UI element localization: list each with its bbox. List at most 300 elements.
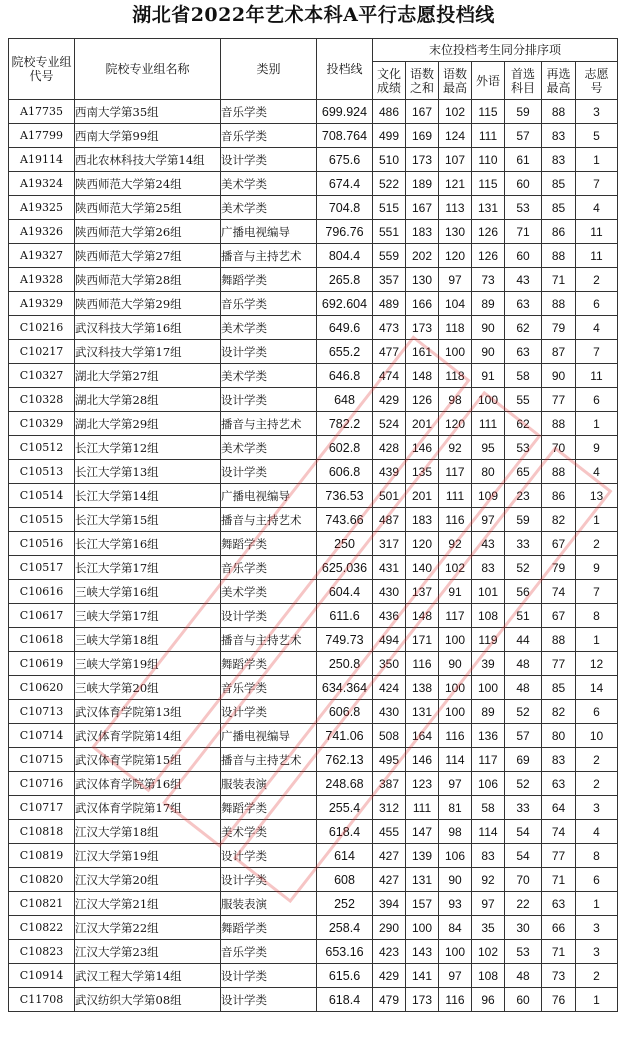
cell-chinese-math-max: 100 xyxy=(439,700,472,724)
cell-chinese-math-max: 90 xyxy=(439,868,472,892)
cell-name: 陕西师范大学第27组 xyxy=(75,244,221,268)
cell-culture: 479 xyxy=(373,988,406,1012)
cell-second-max: 85 xyxy=(542,676,576,700)
cell-category: 舞蹈学类 xyxy=(221,532,317,556)
cell-score: 265.8 xyxy=(317,268,373,292)
cell-second-max: 85 xyxy=(542,196,576,220)
cell-category: 音乐学类 xyxy=(221,124,317,148)
cell-chinese-math-sum: 143 xyxy=(406,940,439,964)
cell-culture: 387 xyxy=(373,772,406,796)
cell-first-subject: 52 xyxy=(505,700,542,724)
cell-chinese-math-max: 118 xyxy=(439,316,472,340)
subheader-6: 志愿 号 xyxy=(576,62,618,100)
cell-culture: 439 xyxy=(373,460,406,484)
cell-culture: 429 xyxy=(373,964,406,988)
cell-chinese-math-max: 114 xyxy=(439,748,472,772)
cell-category: 广播电视编导 xyxy=(221,724,317,748)
cell-category: 音乐学类 xyxy=(221,940,317,964)
table-row xyxy=(9,556,618,580)
cell-choice-number: 2 xyxy=(576,748,618,772)
cell-first-subject: 43 xyxy=(505,268,542,292)
cell-code: A17799 xyxy=(9,124,75,148)
cell-chinese-math-max: 116 xyxy=(439,724,472,748)
table-row xyxy=(9,244,618,268)
cell-chinese-math-sum: 137 xyxy=(406,580,439,604)
cell-second-max: 70 xyxy=(542,436,576,460)
header-category: 类别 xyxy=(221,39,317,100)
cell-name: 江汉大学第23组 xyxy=(75,940,221,964)
cell-second-max: 82 xyxy=(542,700,576,724)
cell-culture: 494 xyxy=(373,628,406,652)
cell-choice-number: 8 xyxy=(576,844,618,868)
cell-score: 736.53 xyxy=(317,484,373,508)
cell-category: 音乐学类 xyxy=(221,292,317,316)
cell-foreign-language: 108 xyxy=(472,964,505,988)
cell-foreign-language: 119 xyxy=(472,628,505,652)
table-row xyxy=(9,412,618,436)
cell-culture: 515 xyxy=(373,196,406,220)
cell-name: 江汉大学第18组 xyxy=(75,820,221,844)
cell-first-subject: 48 xyxy=(505,964,542,988)
cell-culture: 317 xyxy=(373,532,406,556)
cell-second-max: 83 xyxy=(542,748,576,772)
cell-foreign-language: 97 xyxy=(472,892,505,916)
cell-score: 741.06 xyxy=(317,724,373,748)
cell-chinese-math-sum: 164 xyxy=(406,724,439,748)
cell-category: 舞蹈学类 xyxy=(221,796,317,820)
cell-name: 陕西师范大学第25组 xyxy=(75,196,221,220)
cell-name: 长江大学第12组 xyxy=(75,436,221,460)
cell-choice-number: 6 xyxy=(576,868,618,892)
table-row xyxy=(9,268,618,292)
cell-name: 三峡大学第18组 xyxy=(75,628,221,652)
cell-second-max: 74 xyxy=(542,580,576,604)
cell-code: C10515 xyxy=(9,508,75,532)
cell-code: C10713 xyxy=(9,700,75,724)
cell-choice-number: 7 xyxy=(576,172,618,196)
cell-choice-number: 9 xyxy=(576,556,618,580)
cell-score: 250 xyxy=(317,532,373,556)
cell-chinese-math-max: 104 xyxy=(439,292,472,316)
cell-choice-number: 5 xyxy=(576,124,618,148)
cell-code: C10822 xyxy=(9,916,75,940)
cell-category: 播音与主持艺术 xyxy=(221,508,317,532)
cell-culture: 510 xyxy=(373,148,406,172)
cell-chinese-math-sum: 201 xyxy=(406,412,439,436)
cell-first-subject: 52 xyxy=(505,556,542,580)
cell-name: 湖北大学第28组 xyxy=(75,388,221,412)
cell-foreign-language: 126 xyxy=(472,220,505,244)
cell-score: 699.924 xyxy=(317,100,373,124)
table-row xyxy=(9,436,618,460)
table-row xyxy=(9,196,618,220)
cell-chinese-math-max: 100 xyxy=(439,628,472,652)
cell-name: 长江大学第15组 xyxy=(75,508,221,532)
cell-choice-number: 4 xyxy=(576,196,618,220)
cell-category: 设计学类 xyxy=(221,388,317,412)
cell-second-max: 76 xyxy=(542,988,576,1012)
cell-chinese-math-max: 92 xyxy=(439,532,472,556)
cell-first-subject: 48 xyxy=(505,652,542,676)
table-row xyxy=(9,916,618,940)
cell-chinese-math-sum: 183 xyxy=(406,508,439,532)
cell-foreign-language: 115 xyxy=(472,100,505,124)
cell-code: C10216 xyxy=(9,316,75,340)
cell-second-max: 71 xyxy=(542,268,576,292)
cell-category: 美术学类 xyxy=(221,196,317,220)
cell-category: 播音与主持艺术 xyxy=(221,244,317,268)
cell-first-subject: 54 xyxy=(505,844,542,868)
cell-foreign-language: 100 xyxy=(472,388,505,412)
cell-name: 江汉大学第21组 xyxy=(75,892,221,916)
cell-name: 三峡大学第16组 xyxy=(75,580,221,604)
cell-code: C10327 xyxy=(9,364,75,388)
cell-choice-number: 7 xyxy=(576,580,618,604)
cell-culture: 350 xyxy=(373,652,406,676)
cell-score: 649.6 xyxy=(317,316,373,340)
cell-choice-number: 3 xyxy=(576,940,618,964)
cell-first-subject: 63 xyxy=(505,292,542,316)
table-row xyxy=(9,748,618,772)
cell-second-max: 90 xyxy=(542,364,576,388)
cell-culture: 455 xyxy=(373,820,406,844)
cell-choice-number: 1 xyxy=(576,988,618,1012)
cell-choice-number: 1 xyxy=(576,148,618,172)
cell-category: 舞蹈学类 xyxy=(221,652,317,676)
cell-choice-number: 6 xyxy=(576,292,618,316)
table-row xyxy=(9,844,618,868)
cell-foreign-language: 114 xyxy=(472,820,505,844)
cell-chinese-math-sum: 116 xyxy=(406,652,439,676)
cell-code: A19114 xyxy=(9,148,75,172)
cell-category: 美术学类 xyxy=(221,316,317,340)
cell-name: 湖北大学第27组 xyxy=(75,364,221,388)
cell-chinese-math-max: 124 xyxy=(439,124,472,148)
table-row xyxy=(9,292,618,316)
cell-choice-number: 3 xyxy=(576,916,618,940)
cell-code: A19328 xyxy=(9,268,75,292)
cell-score: 743.66 xyxy=(317,508,373,532)
cell-foreign-language: 117 xyxy=(472,748,505,772)
cell-name: 武汉工程大学第14组 xyxy=(75,964,221,988)
cell-foreign-language: 110 xyxy=(472,148,505,172)
cell-score: 708.764 xyxy=(317,124,373,148)
cell-chinese-math-sum: 139 xyxy=(406,844,439,868)
cell-score: 618.4 xyxy=(317,988,373,1012)
cell-first-subject: 55 xyxy=(505,388,542,412)
cell-foreign-language: 111 xyxy=(472,412,505,436)
cell-foreign-language: 73 xyxy=(472,268,505,292)
subheader-1: 语数 之和 xyxy=(406,62,439,100)
cell-second-max: 67 xyxy=(542,604,576,628)
cell-culture: 524 xyxy=(373,412,406,436)
cell-code: C10512 xyxy=(9,436,75,460)
cell-chinese-math-sum: 173 xyxy=(406,316,439,340)
cell-chinese-math-sum: 138 xyxy=(406,676,439,700)
cell-second-max: 63 xyxy=(542,892,576,916)
cell-code: C10818 xyxy=(9,820,75,844)
cell-foreign-language: 90 xyxy=(472,316,505,340)
cell-foreign-language: 126 xyxy=(472,244,505,268)
cell-category: 音乐学类 xyxy=(221,676,317,700)
cell-first-subject: 57 xyxy=(505,124,542,148)
cell-score: 608 xyxy=(317,868,373,892)
table-row xyxy=(9,364,618,388)
table-row xyxy=(9,460,618,484)
cell-category: 服装表演 xyxy=(221,892,317,916)
cell-name: 陕西师范大学第29组 xyxy=(75,292,221,316)
cell-name: 江汉大学第20组 xyxy=(75,868,221,892)
cell-chinese-math-sum: 166 xyxy=(406,292,439,316)
table-row xyxy=(9,316,618,340)
cell-second-max: 63 xyxy=(542,772,576,796)
cell-category: 广播电视编导 xyxy=(221,484,317,508)
cell-score: 606.8 xyxy=(317,700,373,724)
cell-culture: 487 xyxy=(373,508,406,532)
table-row xyxy=(9,676,618,700)
cell-first-subject: 33 xyxy=(505,796,542,820)
cell-foreign-language: 115 xyxy=(472,172,505,196)
cell-foreign-language: 111 xyxy=(472,124,505,148)
cell-code: C10717 xyxy=(9,796,75,820)
cell-chinese-math-sum: 173 xyxy=(406,988,439,1012)
cell-first-subject: 61 xyxy=(505,148,542,172)
cell-second-max: 77 xyxy=(542,844,576,868)
cell-first-subject: 53 xyxy=(505,940,542,964)
cell-code: C10513 xyxy=(9,460,75,484)
cell-score: 625.036 xyxy=(317,556,373,580)
cell-first-subject: 53 xyxy=(505,436,542,460)
cell-choice-number: 11 xyxy=(576,244,618,268)
cell-code: C10617 xyxy=(9,604,75,628)
cell-code: A19327 xyxy=(9,244,75,268)
cell-chinese-math-max: 120 xyxy=(439,244,472,268)
cell-name: 武汉科技大学第16组 xyxy=(75,316,221,340)
cell-foreign-language: 39 xyxy=(472,652,505,676)
cell-culture: 429 xyxy=(373,388,406,412)
cell-choice-number: 7 xyxy=(576,340,618,364)
table-row xyxy=(9,796,618,820)
cell-first-subject: 63 xyxy=(505,340,542,364)
cell-choice-number: 11 xyxy=(576,364,618,388)
cell-foreign-language: 83 xyxy=(472,556,505,580)
cell-second-max: 88 xyxy=(542,292,576,316)
cell-code: C10823 xyxy=(9,940,75,964)
cell-foreign-language: 43 xyxy=(472,532,505,556)
cell-chinese-math-sum: 173 xyxy=(406,148,439,172)
cell-category: 广播电视编导 xyxy=(221,220,317,244)
cell-first-subject: 30 xyxy=(505,916,542,940)
cell-first-subject: 52 xyxy=(505,772,542,796)
cell-chinese-math-max: 84 xyxy=(439,916,472,940)
table-row xyxy=(9,172,618,196)
cell-second-max: 79 xyxy=(542,556,576,580)
cell-culture: 423 xyxy=(373,940,406,964)
cell-chinese-math-sum: 157 xyxy=(406,892,439,916)
cell-foreign-language: 101 xyxy=(472,580,505,604)
cell-first-subject: 53 xyxy=(505,196,542,220)
subheader-5: 再选 最高 xyxy=(542,62,576,100)
cell-foreign-language: 90 xyxy=(472,340,505,364)
cell-foreign-language: 102 xyxy=(472,940,505,964)
cell-chinese-math-sum: 131 xyxy=(406,868,439,892)
cell-chinese-math-sum: 131 xyxy=(406,700,439,724)
cell-culture: 486 xyxy=(373,100,406,124)
cell-chinese-math-max: 100 xyxy=(439,940,472,964)
cell-second-max: 79 xyxy=(542,316,576,340)
cell-category: 设计学类 xyxy=(221,964,317,988)
cell-code: C10328 xyxy=(9,388,75,412)
cell-first-subject: 51 xyxy=(505,604,542,628)
header-name: 院校专业组名称 xyxy=(75,39,221,100)
cell-culture: 508 xyxy=(373,724,406,748)
cell-category: 美术学类 xyxy=(221,172,317,196)
cell-score: 796.76 xyxy=(317,220,373,244)
cell-first-subject: 22 xyxy=(505,892,542,916)
cell-foreign-language: 91 xyxy=(472,364,505,388)
subheader-0: 文化 成绩 xyxy=(373,62,406,100)
cell-category: 设计学类 xyxy=(221,148,317,172)
cell-chinese-math-max: 100 xyxy=(439,340,472,364)
cell-culture: 427 xyxy=(373,868,406,892)
cell-chinese-math-max: 97 xyxy=(439,772,472,796)
cell-second-max: 77 xyxy=(542,652,576,676)
cell-first-subject: 33 xyxy=(505,532,542,556)
table-row xyxy=(9,340,618,364)
cell-culture: 474 xyxy=(373,364,406,388)
cell-first-subject: 57 xyxy=(505,724,542,748)
cell-second-max: 67 xyxy=(542,532,576,556)
cell-choice-number: 1 xyxy=(576,412,618,436)
cell-culture: 489 xyxy=(373,292,406,316)
table-row xyxy=(9,388,618,412)
cell-first-subject: 69 xyxy=(505,748,542,772)
cell-choice-number: 2 xyxy=(576,268,618,292)
cell-foreign-language: 136 xyxy=(472,724,505,748)
subheader-3: 外语 xyxy=(472,62,505,100)
page-title: 湖北省2022年艺术本科A平行志愿投档线 xyxy=(132,4,495,26)
cell-second-max: 88 xyxy=(542,244,576,268)
cell-chinese-math-sum: 146 xyxy=(406,748,439,772)
cell-chinese-math-max: 130 xyxy=(439,220,472,244)
cell-score: 762.13 xyxy=(317,748,373,772)
cell-code: A17735 xyxy=(9,100,75,124)
cell-chinese-math-sum: 147 xyxy=(406,820,439,844)
cell-code: C11708 xyxy=(9,988,75,1012)
cell-code: C10329 xyxy=(9,412,75,436)
cell-chinese-math-max: 118 xyxy=(439,364,472,388)
cell-chinese-math-sum: 171 xyxy=(406,628,439,652)
cell-chinese-math-max: 102 xyxy=(439,556,472,580)
cell-second-max: 88 xyxy=(542,628,576,652)
cell-foreign-language: 97 xyxy=(472,508,505,532)
cell-score: 618.4 xyxy=(317,820,373,844)
cell-score: 614 xyxy=(317,844,373,868)
cell-choice-number: 1 xyxy=(576,508,618,532)
cell-chinese-math-max: 81 xyxy=(439,796,472,820)
cell-choice-number: 2 xyxy=(576,964,618,988)
cell-chinese-math-sum: 111 xyxy=(406,796,439,820)
cell-foreign-language: 35 xyxy=(472,916,505,940)
cell-chinese-math-max: 98 xyxy=(439,388,472,412)
cell-foreign-language: 89 xyxy=(472,292,505,316)
cell-choice-number: 4 xyxy=(576,820,618,844)
cell-score: 258.4 xyxy=(317,916,373,940)
table-row xyxy=(9,628,618,652)
cell-second-max: 88 xyxy=(542,412,576,436)
cell-chinese-math-max: 100 xyxy=(439,676,472,700)
table-row xyxy=(9,724,618,748)
cell-culture: 499 xyxy=(373,124,406,148)
cell-chinese-math-max: 117 xyxy=(439,460,472,484)
cell-second-max: 83 xyxy=(542,148,576,172)
cell-culture: 436 xyxy=(373,604,406,628)
cell-category: 设计学类 xyxy=(221,844,317,868)
cell-name: 武汉体育学院第14组 xyxy=(75,724,221,748)
cell-culture: 501 xyxy=(373,484,406,508)
cell-culture: 431 xyxy=(373,556,406,580)
cell-choice-number: 8 xyxy=(576,604,618,628)
cell-chinese-math-sum: 135 xyxy=(406,460,439,484)
cell-chinese-math-sum: 183 xyxy=(406,220,439,244)
cell-code: C10619 xyxy=(9,652,75,676)
cell-foreign-language: 95 xyxy=(472,436,505,460)
cell-choice-number: 10 xyxy=(576,724,618,748)
cell-name: 武汉科技大学第17组 xyxy=(75,340,221,364)
cell-name: 江汉大学第19组 xyxy=(75,844,221,868)
cell-first-subject: 60 xyxy=(505,172,542,196)
cell-score: 250.8 xyxy=(317,652,373,676)
header-score: 投档线 xyxy=(317,39,373,100)
cell-choice-number: 14 xyxy=(576,676,618,700)
cell-foreign-language: 83 xyxy=(472,844,505,868)
cell-second-max: 74 xyxy=(542,820,576,844)
cell-chinese-math-sum: 167 xyxy=(406,100,439,124)
cell-category: 音乐学类 xyxy=(221,556,317,580)
cell-first-subject: 60 xyxy=(505,244,542,268)
table-row xyxy=(9,124,618,148)
cell-first-subject: 62 xyxy=(505,316,542,340)
cell-first-subject: 58 xyxy=(505,364,542,388)
table-header xyxy=(9,39,618,100)
cell-name: 武汉体育学院第17组 xyxy=(75,796,221,820)
cell-culture: 522 xyxy=(373,172,406,196)
table-row xyxy=(9,220,618,244)
cell-culture: 495 xyxy=(373,748,406,772)
cell-foreign-language: 89 xyxy=(472,700,505,724)
subheader-2: 语数 最高 xyxy=(439,62,472,100)
cell-name: 三峡大学第19组 xyxy=(75,652,221,676)
cell-foreign-language: 131 xyxy=(472,196,505,220)
cell-code: C10819 xyxy=(9,844,75,868)
cell-chinese-math-sum: 189 xyxy=(406,172,439,196)
cell-chinese-math-max: 116 xyxy=(439,508,472,532)
cell-culture: 290 xyxy=(373,916,406,940)
cell-first-subject: 44 xyxy=(505,628,542,652)
cell-category: 播音与主持艺术 xyxy=(221,628,317,652)
cell-chinese-math-max: 121 xyxy=(439,172,472,196)
table-row xyxy=(9,652,618,676)
cell-name: 西南大学第99组 xyxy=(75,124,221,148)
cell-name: 武汉纺织大学第08组 xyxy=(75,988,221,1012)
cell-code: C10715 xyxy=(9,748,75,772)
cell-score: 255.4 xyxy=(317,796,373,820)
cell-choice-number: 2 xyxy=(576,772,618,796)
cell-score: 674.4 xyxy=(317,172,373,196)
cell-choice-number: 3 xyxy=(576,100,618,124)
cell-score: 646.8 xyxy=(317,364,373,388)
cell-first-subject: 56 xyxy=(505,580,542,604)
